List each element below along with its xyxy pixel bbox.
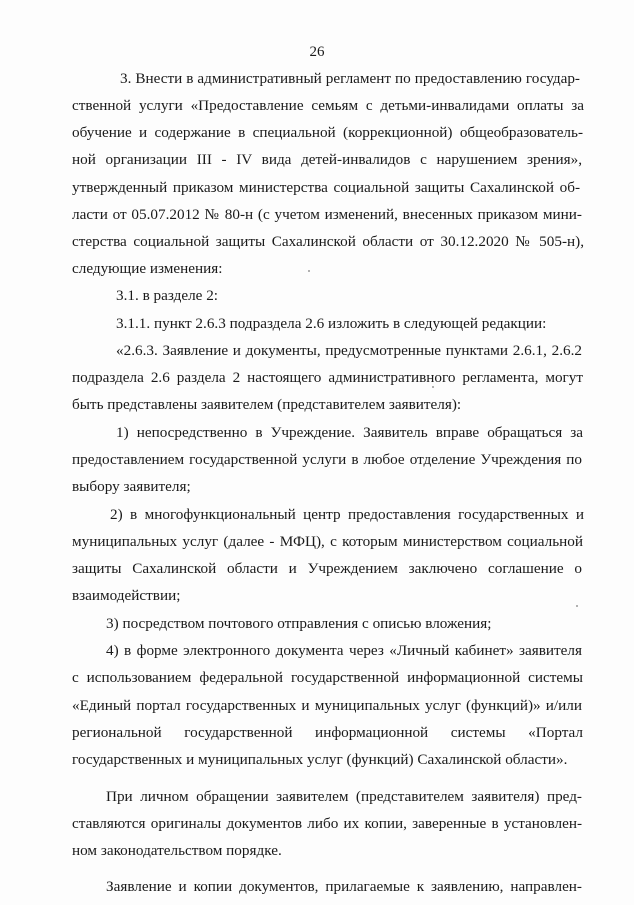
page-number: 26 (309, 44, 325, 60)
text-line: выбору заявителя; (72, 478, 191, 495)
text-line: государственных и муниципальных услуг (функций) Сахалинской области». (72, 751, 568, 768)
text-line: «Единый портал государственных и муниципальных услуг (функций)» и/или (72, 697, 582, 714)
text-line: ном законодательством порядке. (72, 842, 282, 859)
text-line: 1) непосредственно в Учреждение. Заявитель вправе обращаться за (116, 424, 583, 441)
text-line: 4) в форме электронного документа через «Личный кабинет» заявителя (106, 642, 582, 659)
scan-speck (308, 270, 310, 272)
text-line: Заявление и копии документов, прилагаемые к заявлению, направлен- (106, 878, 582, 895)
text-line: подраздела 2.6 раздела 2 настоящего административного регламента, могут (72, 369, 583, 386)
text-line: стерства социальной защиты Сахалинской области от 30.12.2020 № 505-н), (72, 233, 584, 250)
text-line: 2) в многофункциональный центр предоставления государственных и (110, 506, 584, 523)
text-line: ставляются оригиналы документов либо их копии, заверенные в установлен- (72, 815, 582, 832)
text-line: предоставлением государственной услуги в любое отделение Учреждения по (72, 451, 582, 468)
text-line: При личном обращении заявителем (представителем заявителя) пред- (106, 788, 582, 805)
text-line: быть представлены заявителем (представителем заявителя): (72, 396, 462, 413)
text-line: 3) посредством почтового отправления с описью вложения; (106, 615, 492, 632)
text-line: ной организации III - IV вида детей-инвалидов с нарушением зрения», (72, 151, 582, 168)
text-line: 3. Внести в административный регламент по предоставлению государ- (120, 70, 580, 87)
text-line: обучение и содержание в специальной (коррекционной) общеобразователь- (72, 124, 583, 141)
text-line: с использованием федеральной государственной информационной системы (72, 669, 583, 686)
scan-speck (576, 605, 578, 607)
text-line: утвержденный приказом министерства социальной защиты Сахалинской об- (72, 179, 580, 196)
scan-speck (432, 386, 434, 388)
text-line: следующие изменения: (72, 260, 223, 277)
text-line: региональной государственной информационной системы «Портал (72, 724, 583, 741)
text-line: взаимодействии; (72, 587, 181, 604)
text-line: 3.1. в разделе 2: (116, 287, 219, 304)
text-line: муниципальных услуг (далее - МФЦ), с которым министерством социальной (72, 533, 583, 550)
text-line: защиты Сахалинской области и Учреждением заключено соглашение о (72, 560, 582, 577)
text-line: ласти от 05.07.2012 № 80-н (с учетом изменений, внесенных приказом мини- (72, 206, 582, 223)
text-line: «2.6.3. Заявление и документы, предусмотренные пунктами 2.6.1, 2.6.2 (116, 342, 582, 359)
text-line: 3.1.1. пункт 2.6.3 подраздела 2.6 изложить в следующей редакции: (116, 315, 547, 332)
text-line: ственной услуги «Предоставление семьям с детьми-инвалидами оплаты за (72, 97, 584, 114)
